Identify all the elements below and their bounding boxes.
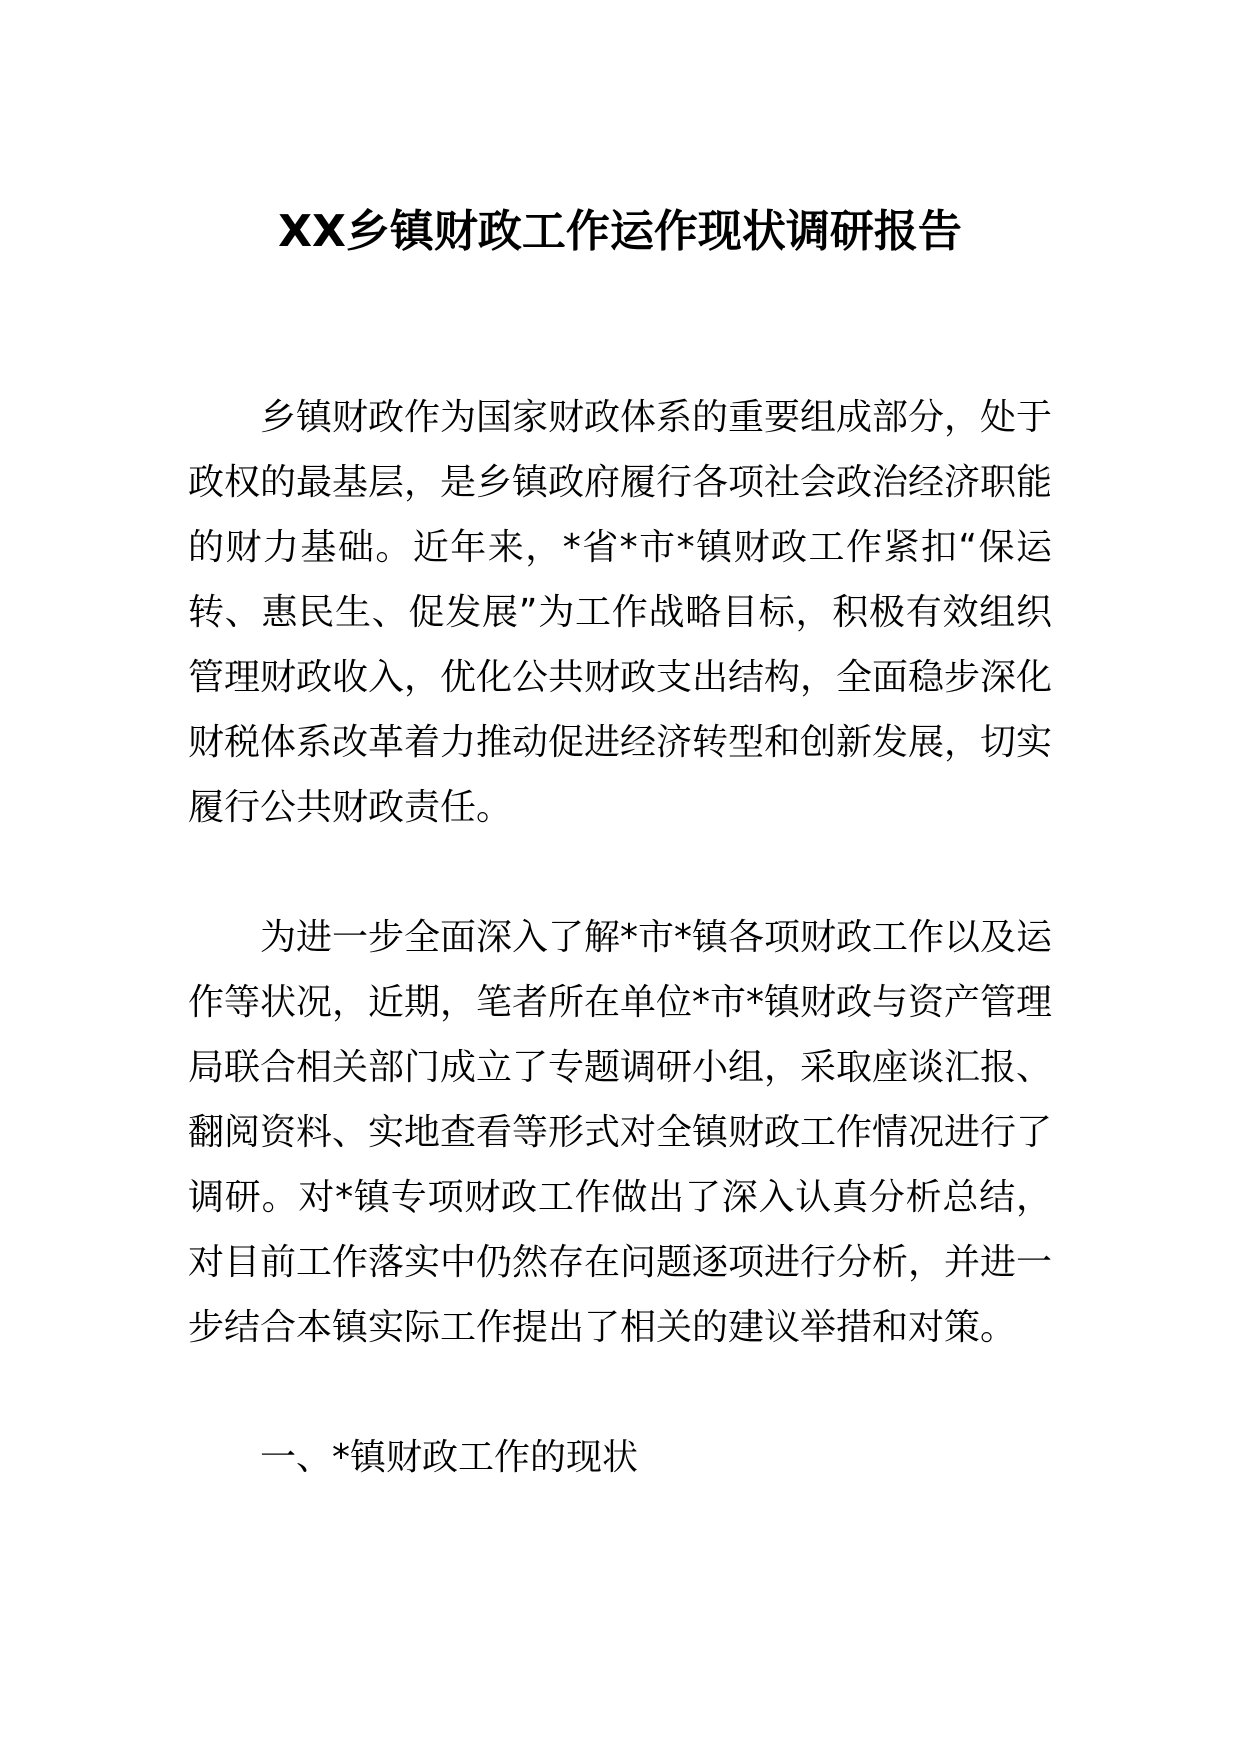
paragraph-intro: 乡镇财政作为国家财政体系的重要组成部分，处于政权的最基层，是乡镇政府履行各项社会政治经济职能的财力基础。近年来，*省*市*镇财政工作紧扣“保运转、惠民生、促发展”为工作战略目标，积极有效组织管理财政收入，优化公共财政支出结构，全面稳步深化财税体系改革着力推动促进经济转型和创新发展，切实履行公共财政责任。 (188, 397, 1053, 828)
section-heading: 一、*镇财政工作的现状 (260, 1437, 639, 1478)
document-title: XX乡镇财政工作运作现状调研报告 (278, 206, 962, 257)
paragraph-research-purpose: 为进一步全面深入了解*市*镇各项财政工作以及运作等状况，近期，笔者所在单位*市*镇财政与资产管理局联合相关部门成立了专题调研小组，采取座谈汇报、翻阅资料、实地查看等形式对全镇财政工作情况进行了调研。对*镇专项财政工作做出了深入认真分析总结，对目前工作落实中仍然存在问题逐项进行分析，并进一步结合本镇实际工作提出了相关的建议举措和对策。 (188, 917, 1053, 1348)
